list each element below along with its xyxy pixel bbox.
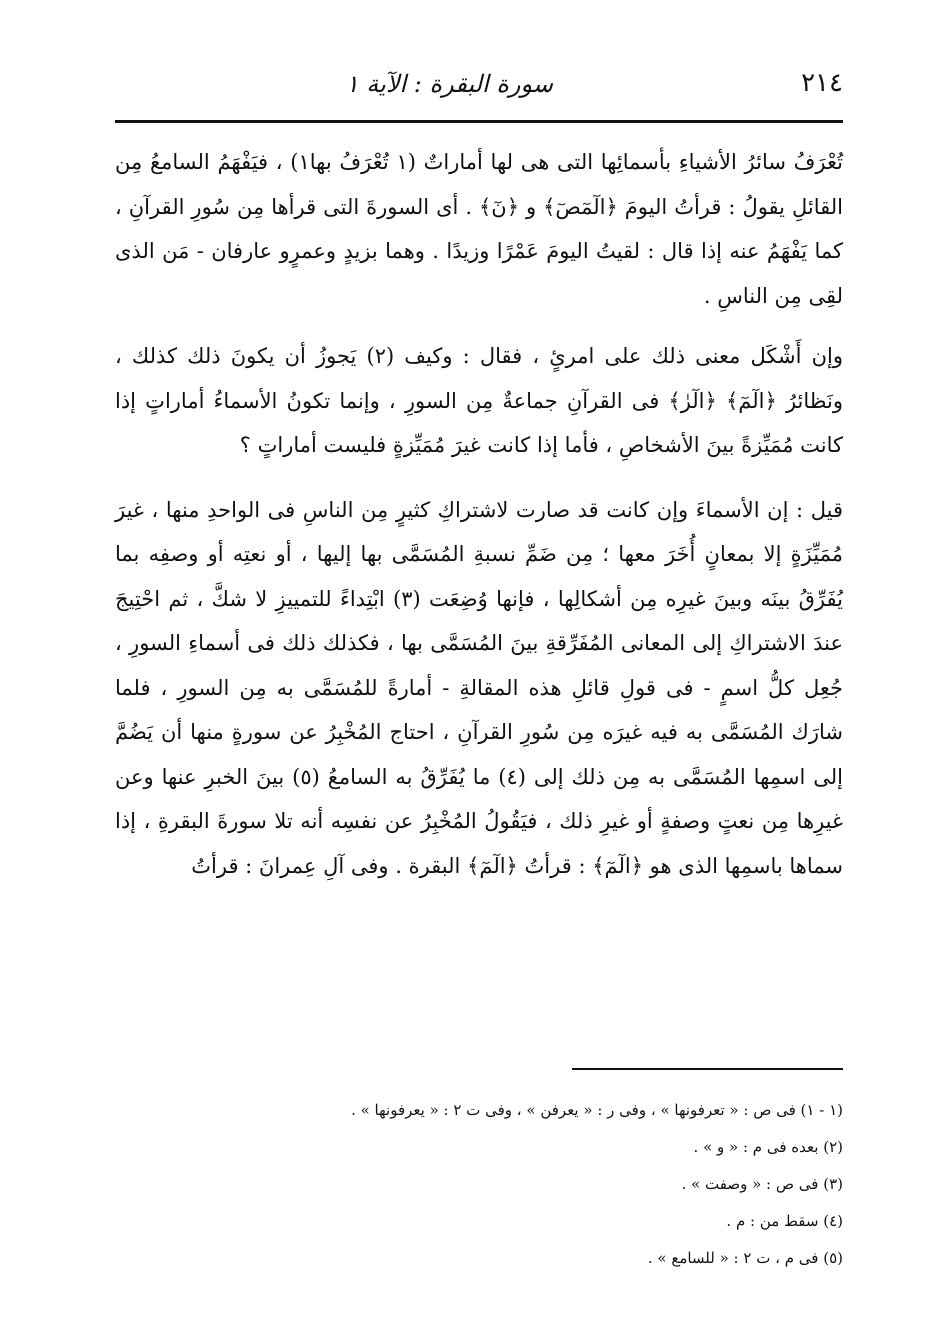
page-number: ٢١٤ (801, 68, 843, 98)
paragraph-1: تُعْرَفُ سائرُ الأشياءِ بأسمائِها التى هى لها أماراتٌ (١ تُعْرَفُ بها١) ، فيَفْهَمُ السامعُ مِن القائلِ يقولُ : قرأتُ اليومَ ﴿الٓمٓصٓ﴾ و ﴿نٓ﴾ . أى السورةَ التى قرأها مِن سُورِ القرآنِ ، كما يَفْهَمُ عنه إذا قال : لقيتُ اليومَ عَمْرًا وزيدًا . وهما بزيدٍ وعمرٍو عارفان - مَن الذى لقِى مِن الناسِ . (115, 150, 843, 308)
footnote-rule (572, 1068, 843, 1070)
footnote-2: (٢) بعده فى م : « و » . (693, 1138, 843, 1156)
page-header (115, 62, 843, 114)
footnotes (115, 1092, 843, 1277)
footnote-3: (٣) فى ص : « وصفت » . (681, 1175, 843, 1193)
running-title: سورة البقرة : الآية ١ (345, 70, 553, 98)
header-rule (115, 120, 843, 123)
footnote-5: (٥) فى م ، ت ٢ : « للسامع » . (647, 1249, 843, 1267)
footnote-4: (٤) سقط من : م . (726, 1212, 843, 1230)
paragraph-2: وإن أَشْكَل معنى ذلك على امرئٍ ، فقال : وكيف (٢) يَجوزُ أن يكونَ ذلك كذلك ، ونَظائرُ ﴿الٓمٓ﴾ ﴿الٓرٰ﴾ فى القرآنِ جماعةٌ مِن السورِ ، وإنما تكونُ الأسماءُ أماراتٍ إذا كانت مُمَيِّزةً بينَ الأشخاصِ ، فأما إذا كانت غيرَ مُمَيِّزةٍ فليست أماراتٍ ؟ (115, 344, 843, 457)
main-text (115, 140, 843, 888)
footnote-1: (١ - ١) فى ص : « تعرفونها » ، وفى ر : « يعرفن » ، وفى ت ٢ : « يعرفونها » . (351, 1101, 843, 1119)
paragraph-3: قيل : إن الأسماءَ وإن كانت قد صارت لاشتراكِ كثيرٍ مِن الناسِ فى الواحدِ منها ، غيرَ مُمَيِّزَةٍ إلا بمعانٍ أُخَرَ معها ؛ مِن ضَمِّ نسبةِ المُسَمَّى بها إليها ، أو نعتِه أو وصفِه بما يُفَرِّقُ بينَه وبينَ غيرِه مِن أشكالِها ، فإنها وُضِعَت (٣) ابْتِداءً للتمييزِ لا شكَّ ، ثم احْتِيجَ عندَ الاشتراكِ إلى المعانى المُفَرِّقةِ بينَ المُسَمَّى بها ، فكذلك ذلك فى أسماءِ السورِ ، جُعِل كلُّ اسمٍ - فى قولِ قائلِ هذه المقالةِ - أمارةً للمُسَمَّى به مِن السورِ ، فلما شارَك المُسَمَّى به فيه غيرَه مِن سُورِ القرآنِ ، احتاج المُخْبِرُ عن سورةٍ منها أن يَضُمَّ إلى اسمِها المُسَمَّى به مِن ذلك إلى (٤) ما يُفَرِّقُ به السامعُ (٥) بينَ الخبرِ عنها وعن غيرِها مِن نعتٍ وصفةٍ أو غيرِ ذلك ، فيَقُولُ المُخْبِرُ عن نفسِه أنه تلا سورةَ البقرةِ ، إذا سماها باسمِها الذى هو ﴿الٓمٓ﴾ : قرأتُ ﴿الٓمٓ﴾ البقرة . وفى آلِ عِمرانَ : قرأتُ (115, 497, 843, 878)
